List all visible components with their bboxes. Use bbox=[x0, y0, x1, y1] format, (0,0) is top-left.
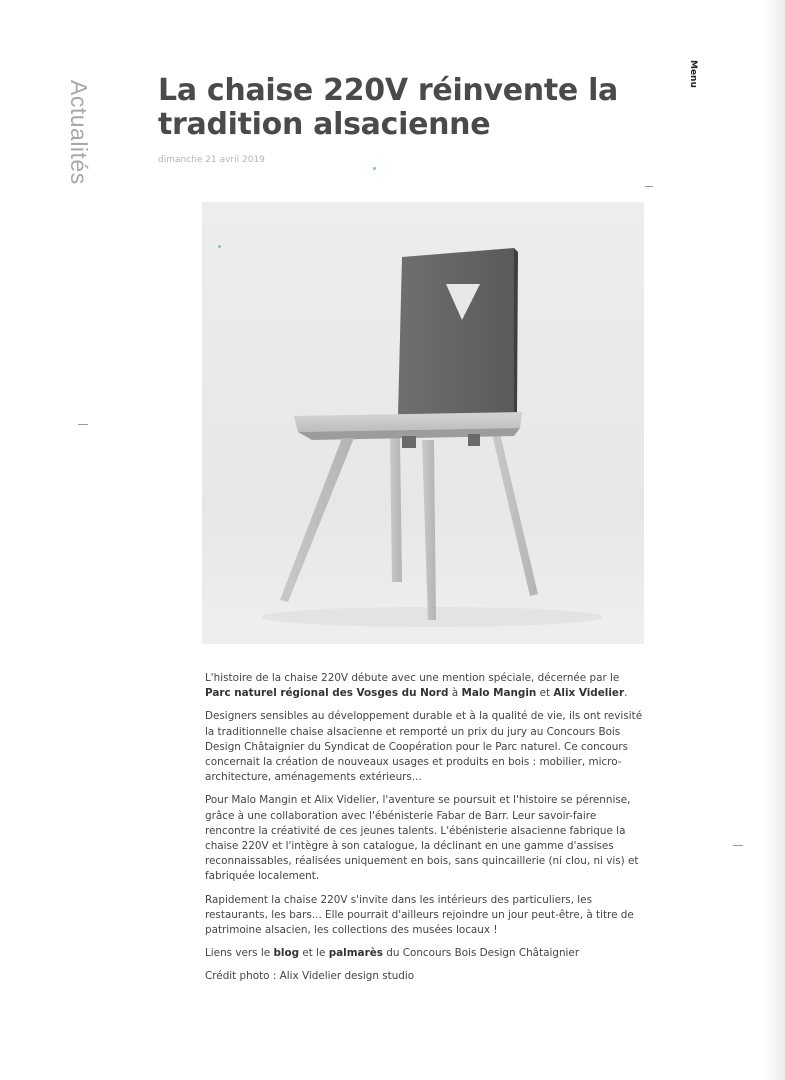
section-label: Actualités bbox=[66, 80, 92, 185]
paragraph-intro bbox=[205, 671, 645, 701]
designer-name-1: Malo Mangin bbox=[461, 687, 537, 700]
paragraph-diffusion: Rapidement la chaise 220V s'invite dans les intérieurs des particuliers, les restaurants, les bars... Elle pourrait d'ailleurs rejoindre un jour peut-être, à titre de patrimoine alsacien, les collections des musées locaux ! bbox=[205, 893, 634, 937]
menu-button[interactable]: Menu bbox=[688, 60, 698, 88]
intro-text: L'histoire de la chaise 220V débute avec une mention spéciale, décernée par le bbox=[205, 672, 620, 684]
scan-mark bbox=[78, 424, 88, 425]
scan-mark bbox=[733, 845, 743, 846]
intro-end: . bbox=[624, 687, 628, 700]
links-suffix: du Concours Bois Design Châtaignier bbox=[382, 947, 580, 960]
blog-link[interactable]: blog bbox=[273, 947, 300, 960]
scan-speck bbox=[218, 245, 221, 248]
scan-mark bbox=[645, 186, 653, 187]
photo-credit: Crédit photo : Alix Videlier design studio bbox=[205, 970, 415, 983]
article-date: dimanche 21 avril 2019 bbox=[158, 155, 265, 165]
scan-speck bbox=[373, 167, 376, 170]
chair-photo bbox=[202, 202, 644, 644]
intro-and: et bbox=[536, 687, 554, 700]
designer-name-2: Alix Videlier bbox=[553, 687, 625, 700]
paragraph-designers: Designers sensibles au développement durable et à la qualité de vie, ils ont revisité la traditionnelle chaise alsacienne et remporté un prix du jury au Concours Bois Design Châtaignier du Syndicat de Coopération pour le Parc naturel. Ce concours concernait la création de nouveaux usages et produits en bois : mobilier, micro-architecture, aménagements extérieurs... bbox=[205, 710, 643, 784]
links-prefix: Liens vers le bbox=[205, 947, 274, 960]
article-title: La chaise 220V réinvente la tradition alsacienne bbox=[158, 73, 619, 142]
park-name: Parc naturel régional des Vosges du Nord bbox=[205, 687, 449, 700]
scan-page-edge bbox=[763, 0, 785, 1080]
links-middle: et le bbox=[299, 947, 329, 960]
paragraph-collaboration: Pour Malo Mangin et Alix Videlier, l'aventure se poursuit et l'histoire se pérennise, grâce à une collaboration avec l'ébénisterie Fabar de Barr. Leur savoir-faire rencontre la créativité de ces jeunes talents. L'ébénisterie alsacienne fabrique la chaise 220V et l'intègre à son catalogue, la déclinant en une gamme d'assises reconnaissables, réalisées uniquement en bois, sans quincaillerie (ni clou, ni vis) et fabriquée localement. bbox=[205, 794, 639, 883]
paragraph-links bbox=[205, 946, 645, 961]
article-body bbox=[205, 671, 645, 993]
chair-illustration bbox=[202, 202, 644, 644]
palmares-link[interactable]: palmarès bbox=[328, 947, 383, 960]
intro-connector: à bbox=[448, 687, 462, 700]
